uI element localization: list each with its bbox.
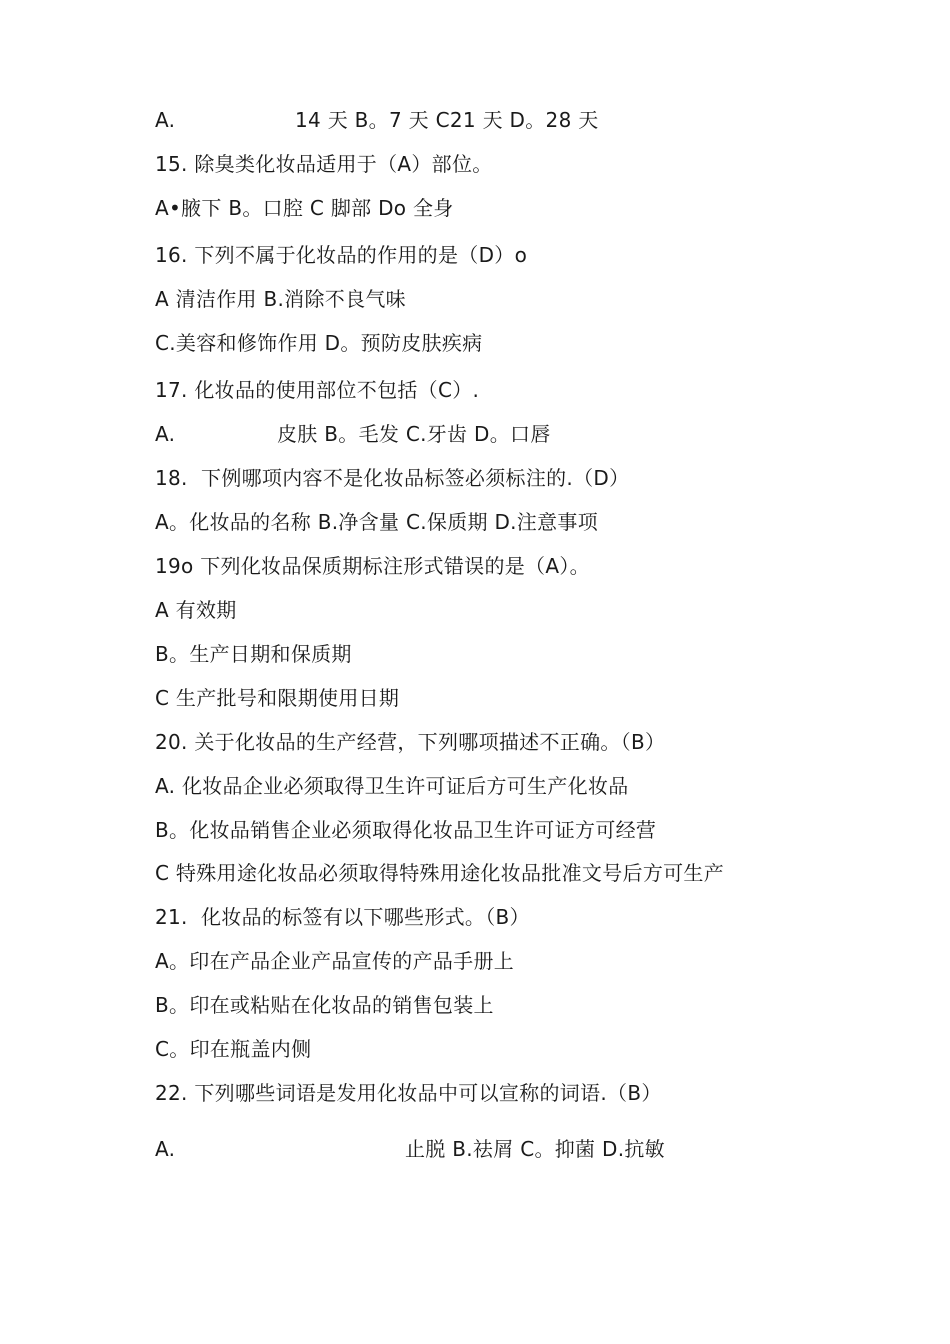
q19-option-c: C 生产批号和限期使用日期 — [155, 686, 400, 710]
option-text: 皮肤 B。毛发 C.牙齿 D。口唇 — [277, 422, 551, 446]
q19-option-a: A 有效期 — [155, 598, 237, 622]
option-lead: A. — [155, 108, 176, 132]
q20-option-b: B。化妆品销售企业必须取得化妆品卫生许可证方可经营 — [155, 818, 657, 842]
q16-options-line2: C.美容和修饰作用 D。预防皮肤疾病 — [155, 331, 483, 355]
q17-options — [155, 421, 551, 447]
option-text: 14 天 B。7 天 C21 天 D。28 天 — [295, 108, 599, 132]
q16-options-line1: A 清洁作用 B.消除不良气味 — [155, 287, 406, 311]
q18-options: A。化妆品的名称 B.净含量 C.保质期 D.注意事项 — [155, 510, 599, 534]
q21-question: 21. 化妆品的标签有以下哪些形式。（B） — [155, 905, 530, 929]
q21-option-b: B。印在或粘贴在化妆品的销售包装上 — [155, 993, 494, 1017]
q20-option-c: C 特殊用途化妆品必须取得特殊用途化妆品批准文号后方可生产 — [155, 861, 725, 885]
q21-option-a: A。印在产品企业产品宣传的产品手册上 — [155, 949, 515, 973]
q19-question: 19o 下列化妆品保质期标注形式错误的是（A）。 — [155, 554, 590, 578]
q22-options — [155, 1136, 665, 1162]
q20-option-a: A. 化妆品企业必须取得卫生许可证后方可生产化妆品 — [155, 774, 629, 798]
q22-question: 22. 下列哪些词语是发用化妆品中可以宣称的词语.（B） — [155, 1081, 662, 1105]
option-lead: A. — [155, 422, 176, 446]
q15-options: A•腋下 B。口腔 C 脚部 Do 全身 — [155, 196, 454, 220]
q21-option-c: C。印在瓶盖内侧 — [155, 1037, 312, 1061]
q15-question: 15. 除臭类化妆品适用于（A）部位。 — [155, 152, 493, 176]
option-text: 止脱 B.祛屑 C。抑菌 D.抗敏 — [405, 1137, 665, 1161]
q16-question: 16. 下列不属于化妆品的作用的是（D）o — [155, 243, 528, 267]
q18-question: 18. 下例哪项内容不是化妆品标签必须标注的.（D） — [155, 466, 630, 490]
q17-question: 17. 化妆品的使用部位不包括（C）. — [155, 378, 480, 402]
q19-option-b: B。生产日期和保质期 — [155, 642, 352, 666]
q20-question: 20. 关于化妆品的生产经营，下列哪项描述不正确。（B） — [155, 730, 666, 754]
q14-options — [155, 107, 599, 133]
option-lead: A. — [155, 1137, 176, 1161]
